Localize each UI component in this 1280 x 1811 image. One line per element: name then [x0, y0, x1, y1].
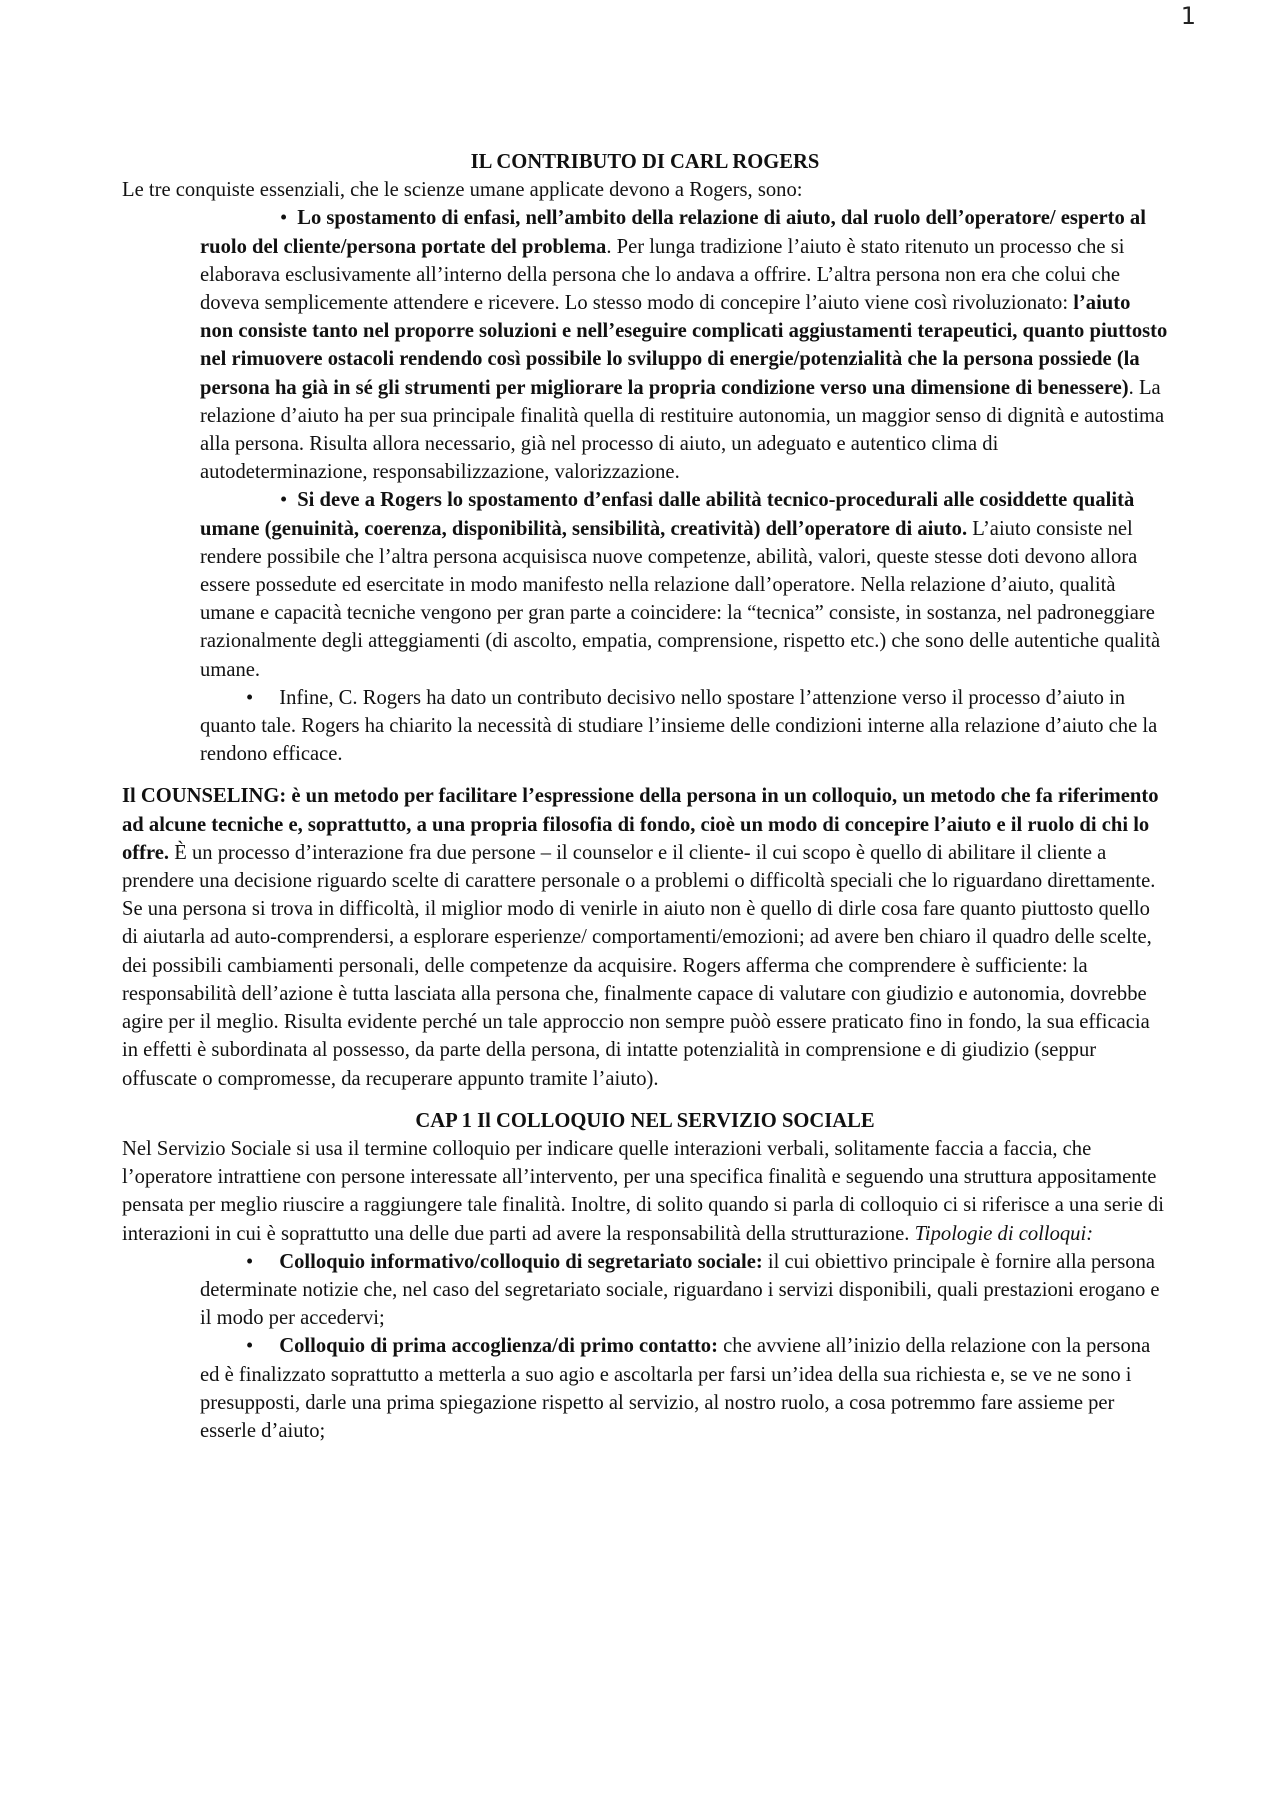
rogers-intro: Le tre conquiste essenziali, che le scienze umane applicate devono a Rogers, sono: — [122, 179, 803, 202]
bullet-icon: • — [246, 1335, 254, 1358]
list-item-text: . Per lunga tradizione l’aiuto è stato ritenuto un processo che si elaborava esclusivamente all’interno della persona che lo andava a offrire. L’altra persona non era che colui che doveva semplicemente attendere e ricevere. Lo stesso modo di concepire l’aiuto viene così rivoluzionato: — [200, 235, 1125, 315]
counseling-paragraph — [122, 782, 1168, 1092]
list-item-rogers-1 — [122, 204, 1168, 486]
list-item-bold: Colloquio di prima accoglienza/di primo contatto: — [279, 1335, 718, 1358]
list-item-bold: Lo spostamento di enfasi, nell’ambito della relazione di aiuto, dal ruolo dell’operatore/ esperto al ruolo del cliente/persona portate del problema — [200, 207, 1146, 258]
list-item-colloquio-1 — [122, 1248, 1168, 1333]
list-item-rogers-3 — [122, 684, 1168, 769]
section-title-rogers: IL CONTRIBUTO DI CARL ROGERS — [470, 151, 820, 173]
list-item-bold: Colloquio informativo/colloquio di segretariato sociale: — [279, 1250, 763, 1273]
document-page — [122, 148, 1168, 1445]
list-item-bold: Si deve a Rogers lo spostamento d’enfasi dalle abilità tecnico-procedurali alle cosiddette qualità umane (genuinità, coerenza, disponibilità, sensibilità, creatività) dell’operatore di aiuto. — [200, 489, 1135, 540]
section-title-colloquio: CAP 1 Il COLLOQUIO NEL SERVIZIO SOCIALE — [415, 1109, 875, 1132]
list-item-text: il cui obiettivo principale è fornire alla persona determinate notizie che, nel caso del segretariato sociale, riguardano i servizi disponibili, quali prestazioni erogano e il modo per accedervi; — [200, 1250, 1160, 1330]
colloquio-intro-text: Nel Servizio Sociale si usa il termine colloquio per indicare quelle interazioni verbali, solitamente faccia a faccia, che l’operatore intrattiene con persone interessate all’intervento, per una specifica finalità e seguendo una struttura appositamente pensata per meglio riuscire a raggiungere tale finalità. Inoltre, di solito quando si parla di colloquio ci si riferisce a una serie di interazioni in cui è soprattutto una delle due parti ad avere la responsabilità della strutturazione. — [122, 1137, 1164, 1245]
bullet-icon: • — [280, 489, 288, 512]
bullet-icon: • — [246, 686, 254, 709]
list-item-text: L’aiuto consiste nel rendere possibile che l’altra persona acquisisca nuove competenze, abilità, valori, queste stesse doti devono allora essere possedute ed esercitate in modo manifesto nella relazione dall’operatore. Nella relazione d’aiuto, qualità umane e capacità tecniche vengono per gran parte a coincidere: la “tecnica” consiste, in sostanza, nel padroneggiare razionalmente degli atteggiamenti (di ascolto, empatia, comprensione, rispetto etc.) che sono delle autentiche qualità umane. — [200, 517, 1161, 681]
counseling-definition: Il COUNSELING: è un metodo per facilitare l’espressione della persona in un colloquio, un metodo che fa riferimento ad alcune tecniche e, soprattutto, a una propria filosofia di fondo, cioè un modo di concepire l’aiuto e il ruolo di chi lo offre. — [122, 785, 1159, 864]
page-number: 1 — [1180, 2, 1196, 30]
list-item-text: che avviene all’inizio della relazione con la persona ed è finalizzato soprattutto a metterla a suo agio e ascoltarla per farsi un’idea della sua richiesta e, se ve ne sono i presupposti, darle una prima spiegazione rispetto al servizio, al nostro ruolo, a cosa potremmo fare assieme per esserle d’aiuto; — [200, 1335, 1151, 1442]
colloquio-intro — [122, 1135, 1168, 1248]
bullet-icon: • — [246, 1250, 254, 1273]
list-item-text: Infine, C. Rogers ha dato un contributo decisivo nello spostare l’attenzione verso il processo d’aiuto in quanto tale. Rogers ha chiarito la necessità di studiare l’insieme delle condizioni interne alla relazione d’aiuto che la rendono efficace. — [200, 686, 1158, 766]
counseling-text: È un processo d’interazione fra due persone – il counselor e il cliente- il cui scopo è quello di abilitare il cliente a prendere una decisione riguardo scelte di carattere personale o a problemi o difficoltà speciali che lo riguardano direttamente. Se una persona si trova in difficoltà, il miglior modo di venirle in aiuto non è quello di dirle cosa fare quanto piuttosto quello di aiutarla ad auto-comprendersi, a esplorare esperienze/ comportamenti/emozioni; ad avere ben chiaro il quadro delle scelte, dei possibili cambiamenti personali, delle competenze da acquisire. Rogers afferma che comprendere è sufficiente: la responsabilità dell’azione è tutta lasciata alla persona che, finalmente capace di valutare con giudizio e autonomia, dovrebbe agire per il meglio. Risulta evidente perché un tale approccio non sempre puòò essere praticato fino in fondo, la sua efficacia in effetti è subordinata al possesso, da parte della persona, di intatte potenzialità in comprensione e di giudizio (seppur offuscate o compromesse, da recuperare appunto tramite l’aiuto). — [122, 841, 1156, 1090]
list-item-text: . La relazione d’aiuto ha per sua principale finalità quella di restituire autonomia, un maggior senso di dignità e autostima alla persona. Risulta allora necessario, già nel processo di aiuto, un adeguato e autentico clima di autodeterminazione, responsabilizzazione, valorizzazione. — [200, 376, 1165, 484]
list-item-colloquio-2 — [122, 1332, 1168, 1445]
bullet-icon: • — [280, 207, 288, 230]
colloquio-types-label: Tipologie di colloqui: — [914, 1222, 1094, 1245]
list-item-bold: l’aiuto non consiste tanto nel proporre soluzioni e nell’eseguire complicati aggiustamenti terapeutici, quanto piuttosto nel rimuovere ostacoli rendendo così possibile lo sviluppo di energie/potenzialità che la persona possiede (la persona ha già in sé gli strumenti per migliorare la propria condizione verso una dimensione di benessere) — [200, 292, 1168, 399]
list-item-rogers-2 — [122, 486, 1168, 683]
